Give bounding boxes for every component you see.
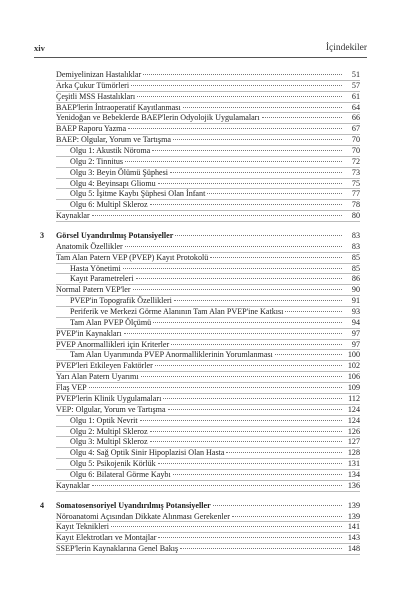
dot-leader [226, 452, 342, 453]
dot-leader [92, 215, 342, 216]
entry-page-number: 124 [347, 415, 360, 425]
dot-leader [180, 548, 342, 549]
toc-entry-row [40, 318, 360, 329]
entry-title: Kayıt Teknikleri [56, 522, 110, 532]
toc-entry-row [40, 481, 360, 492]
toc-entry-row [40, 350, 360, 361]
toc-entry-row [40, 274, 360, 285]
toc-entry-row [40, 533, 360, 544]
entry-page-number: 86 [351, 274, 360, 284]
entry-page-number: 143 [347, 533, 360, 543]
entry-title: Olgu 4: Sağ Optik Sinir Hipoplazisi Olan Hasta [70, 448, 225, 458]
toc-entry-row [40, 427, 360, 438]
entry-page-number: 109 [347, 383, 360, 393]
dot-leader [285, 311, 342, 312]
entry-page-number: 100 [347, 350, 360, 360]
page-header [34, 43, 367, 58]
entry-title: Arka Çukur Tümörleri [56, 80, 130, 90]
entry-page-number: 85 [351, 252, 360, 262]
toc-entry-row [40, 394, 360, 405]
entry-title: Anatomik Özellikler [56, 241, 123, 251]
chapter-number: 3 [40, 231, 45, 241]
entry-page-number: 51 [351, 70, 360, 79]
running-section-title: İçindekiler [325, 43, 367, 53]
toc-entry-row [40, 146, 360, 157]
dot-leader [143, 74, 342, 75]
toc-entry-row [40, 329, 360, 340]
entry-title: VEP: Olgular, Yorum ve Tartışma [56, 404, 166, 414]
entry-title: PVEP'in Topografik Özellikleri [70, 296, 172, 306]
toc-entry-row [40, 522, 360, 533]
toc-entry-row [40, 168, 360, 179]
page-number: xiv [34, 43, 45, 53]
toc-entry-row [40, 70, 360, 81]
entry-title: Tam Alan PVEP Ölçümü [70, 317, 152, 327]
entry-title: PVEP'in Kaynakları [56, 328, 122, 338]
toc-entry-row [40, 307, 360, 318]
dot-leader [152, 150, 342, 151]
dot-leader [275, 354, 342, 355]
dot-leader [174, 300, 342, 301]
entry-title: Demiyelinizan Hastalıklar [56, 70, 142, 79]
dot-leader [183, 107, 342, 108]
entry-title: Kaynaklar [56, 211, 90, 221]
toc-entry-row [40, 200, 360, 211]
dot-leader [158, 183, 342, 184]
dot-leader [136, 278, 342, 279]
toc-entry-row [40, 179, 360, 190]
toc-entry-row [40, 157, 360, 168]
entry-page-number: 91 [351, 296, 360, 306]
toc-entry-row [40, 470, 360, 481]
dot-leader [141, 376, 342, 377]
entry-page-number: 134 [347, 469, 360, 479]
entry-page-number: 106 [347, 372, 360, 382]
dot-leader [173, 139, 342, 140]
entry-page-number: 97 [351, 328, 360, 338]
entry-page-number: 70 [351, 135, 360, 145]
entry-title: Olgu 3: Multipl Skleroz [70, 437, 148, 447]
dot-leader [133, 289, 342, 290]
toc-entry-row [40, 113, 360, 124]
toc-entry-row [40, 512, 360, 523]
entry-title: BAEP Raporu Yazma [56, 124, 127, 134]
dot-leader [123, 268, 342, 269]
toc-entry-row [40, 189, 360, 200]
entry-page-number: 126 [347, 426, 360, 436]
toc-entry-row [40, 253, 360, 264]
entry-page-number: 70 [351, 146, 360, 156]
dot-leader [213, 505, 342, 506]
toc-entry-row [40, 437, 360, 448]
entry-page-number: 90 [351, 285, 360, 295]
toc-entry-row [40, 242, 360, 253]
entry-page-number: 77 [351, 189, 360, 199]
dot-leader [207, 193, 342, 194]
dot-leader [155, 365, 342, 366]
dot-leader [124, 333, 342, 334]
entry-page-number: 66 [351, 113, 360, 123]
entry-page-number: 97 [351, 339, 360, 349]
entry-title: Olgu 5: Psikojenik Körlük [70, 459, 156, 469]
entry-title: Hasta Yönetimi [70, 263, 121, 273]
toc-chapter-row [40, 231, 360, 242]
entry-page-number: 131 [347, 459, 360, 469]
chapter-page-number: 83 [351, 231, 360, 241]
toc-entry-row [40, 92, 360, 103]
toc-entry-row [40, 264, 360, 275]
entry-page-number: 67 [351, 124, 360, 134]
entry-page-number: 112 [348, 393, 360, 403]
entry-title: PVEP'leri Etkileyen Faktörler [56, 361, 153, 371]
entry-title: Olgu 2: Multipl Skleroz [70, 426, 148, 436]
dot-leader [171, 344, 342, 345]
dot-leader [163, 398, 342, 399]
toc-chapter-row [40, 501, 360, 512]
entry-title: Olgu 3: Beyin Ölümü Şüphesi [70, 167, 169, 177]
dot-leader [150, 431, 342, 432]
dot-leader [140, 420, 342, 421]
dot-leader [89, 387, 342, 388]
toc-entry-row [40, 383, 360, 394]
entry-title: Yarı Alan Patern Uyarımı [56, 372, 139, 382]
dot-leader [150, 441, 342, 442]
entry-title: Nöroanatomi Açısından Dikkate Alınması Gerekenler [56, 511, 230, 521]
entry-title: Yenidoğan ve Bebeklerde BAEP'lerin Odyolojik Uygulamaları [56, 113, 260, 123]
entry-page-number: 64 [351, 102, 360, 112]
chapter-page-number: 139 [347, 500, 360, 510]
toc-entry-row [40, 285, 360, 296]
toc-entry-row [40, 361, 360, 372]
entry-title: BAEP'lerin İntraoperatif Kayıtlanması [56, 102, 181, 112]
toc-entry-row [40, 340, 360, 351]
entry-page-number: 148 [347, 544, 360, 554]
entry-title: Tam Alan Uyarımında PVEP Anormalliklerinin Yorumlanması [70, 350, 273, 360]
entry-title: BAEP: Olgular, Yorum ve Tartışma [56, 135, 171, 145]
entry-title: Normal Patern VEP'ler [56, 285, 131, 295]
dot-leader [150, 204, 342, 205]
entry-title: Flaş VEP [56, 383, 87, 393]
entry-page-number: 141 [347, 522, 360, 532]
entry-title: PVEP'lerin Klinik Uygulamaları [56, 393, 162, 403]
entry-page-number: 83 [351, 241, 360, 251]
dot-leader [131, 85, 342, 86]
toc-entry-row [40, 296, 360, 307]
entry-page-number: 57 [351, 80, 360, 90]
entry-title: Olgu 1: Optik Nevrit [70, 415, 138, 425]
dot-leader [173, 474, 342, 475]
entry-page-number: 102 [347, 361, 360, 371]
chapter-number: 4 [40, 500, 45, 510]
entry-title: Olgu 5: İşitme Kaybı Şüphesi Olan İnfant [70, 189, 206, 199]
entry-title: SSEP'lerin Kaynaklarına Genel Bakış [56, 544, 179, 554]
dot-leader [232, 516, 342, 517]
entry-title: Olgu 6: Multipl Skleroz [70, 200, 148, 210]
toc-entry-row [40, 103, 360, 114]
toc-entry-row [40, 81, 360, 92]
toc-entry-row [40, 459, 360, 470]
entry-underline [56, 221, 360, 222]
entry-page-number: 139 [347, 511, 360, 521]
entry-title: Olgu 1: Akustik Nöroma [70, 146, 151, 156]
toc-entry-row [40, 544, 360, 555]
toc-entry-row [40, 416, 360, 427]
entry-page-number: 127 [347, 437, 360, 447]
entry-page-number: 85 [351, 263, 360, 273]
entry-page-number: 136 [347, 480, 360, 490]
dot-leader [170, 172, 342, 173]
entry-title: Olgu 6: Bilateral Görme Kaybı [70, 469, 171, 479]
entry-title: Olgu 4: Beyinsapı Gliomu [70, 178, 156, 188]
dot-leader [125, 161, 342, 162]
toc-entry-row [40, 372, 360, 383]
toc-entry-row [40, 211, 360, 222]
entry-title: Periferik ve Merkezi Görme Alanının Tam Alan PVEP'ine Katkısı [70, 307, 284, 317]
dot-leader [137, 96, 342, 97]
toc-entry-row [40, 448, 360, 459]
entry-title: Kayıt Parametreleri [70, 274, 134, 284]
chapter-title: Somatosensoriyel Uyandırılmış Potansiyeller [56, 500, 211, 510]
entry-page-number: 128 [347, 448, 360, 458]
toc-entry-row [40, 124, 360, 135]
dot-leader [111, 526, 342, 527]
dot-leader [175, 235, 342, 236]
entry-title: Kayıt Elektrotları ve Montajlar [56, 533, 157, 543]
entry-title: Çeşitli MSS Hastalıkları [56, 91, 136, 101]
dot-leader [153, 322, 342, 323]
toc-entry-row [40, 405, 360, 416]
entry-page-number: 72 [351, 156, 360, 166]
toc-entry-row [40, 135, 360, 146]
dot-leader [210, 257, 342, 258]
entry-page-number: 75 [351, 178, 360, 188]
entry-title: PVEP Anormallikleri için Kriterler [56, 339, 170, 349]
entry-underline [56, 554, 360, 555]
dot-leader [158, 537, 342, 538]
dot-leader [262, 117, 342, 118]
dot-leader [125, 246, 342, 247]
entry-title: Kaynaklar [56, 480, 90, 490]
entry-title: Tam Alan Patern VEP (PVEP) Kayıt Protokolü [56, 252, 209, 262]
entry-page-number: 73 [351, 167, 360, 177]
dot-leader [158, 463, 342, 464]
dot-leader [92, 485, 342, 486]
entry-page-number: 93 [351, 307, 360, 317]
entry-underline [56, 491, 360, 492]
dot-leader [128, 128, 342, 129]
entry-page-number: 80 [351, 211, 360, 221]
table-of-contents [40, 70, 360, 555]
entry-page-number: 78 [351, 200, 360, 210]
dot-leader [168, 409, 342, 410]
entry-page-number: 94 [351, 317, 360, 327]
chapter-title: Görsel Uyandırılmış Potansiyeller [56, 231, 174, 241]
entry-page-number: 61 [351, 91, 360, 101]
entry-title: Olgu 2: Tinnitus [70, 156, 124, 166]
entry-page-number: 124 [347, 404, 360, 414]
